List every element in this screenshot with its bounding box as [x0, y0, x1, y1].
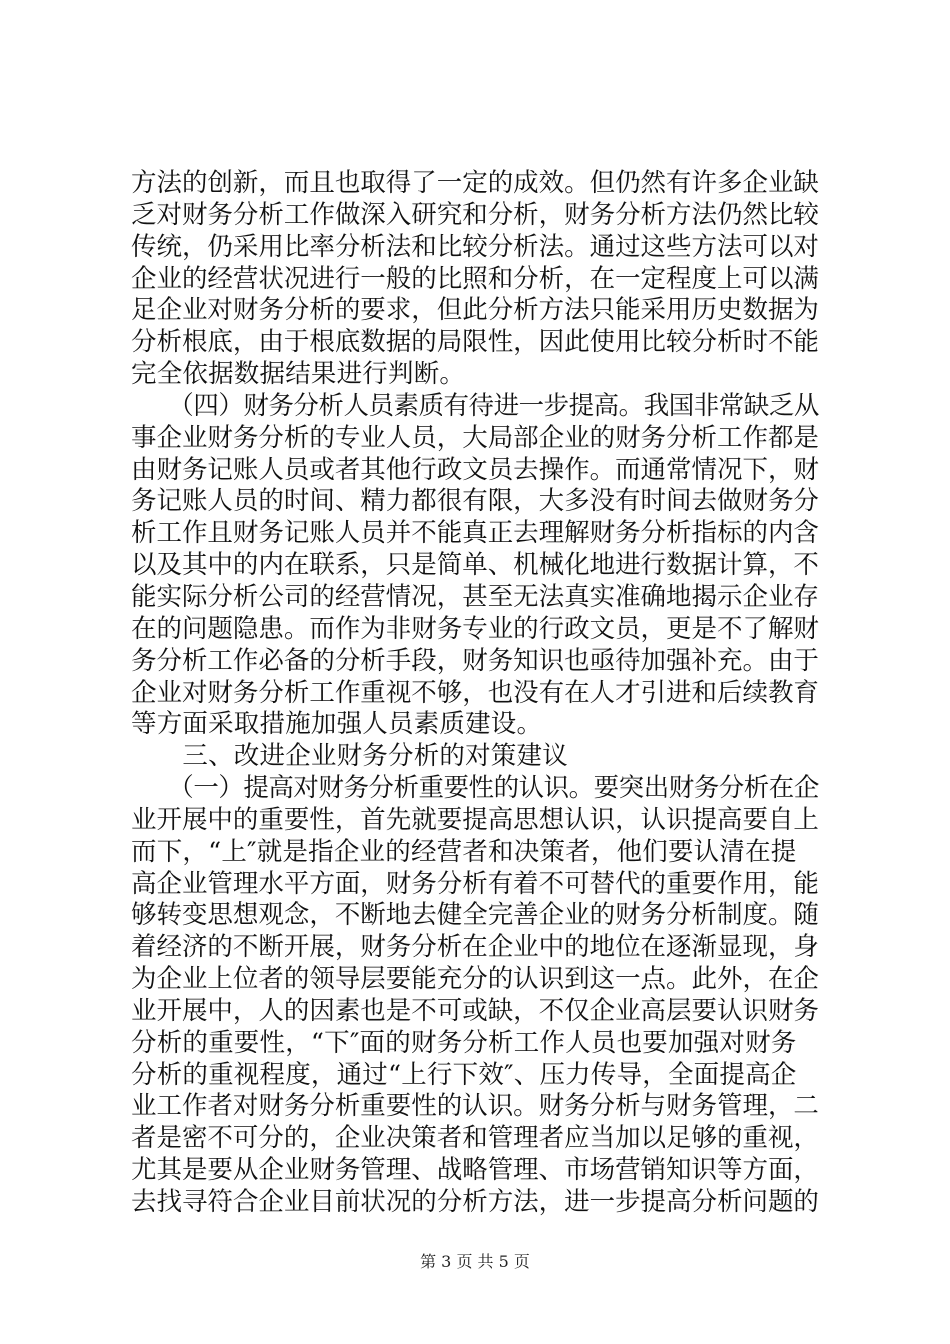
text-line: 者是密不可分的，企业决策者和管理者应当加以足够的重视，: [131, 1123, 819, 1154]
text-line: 析工作且财务记账人员并不能真正去理解财务分析指标的内含: [131, 518, 819, 549]
page-footer: 第 3 页 共 5 页: [420, 1252, 530, 1271]
text-line: 足企业对财务分析的要求，但此分析方法只能采用历史数据为: [131, 295, 819, 326]
text-line: 完全依据数据结果进行判断。: [131, 359, 466, 390]
text-line: 为企业上位者的领导层要能充分的认识到这一点。此外，在企: [131, 964, 819, 995]
text-line: 由财务记账人员或者其他行政文员去操作。而通常情况下，财: [131, 454, 819, 485]
text-line: 业开展中，人的因素也是不可或缺，不仅企业高层要认识财务: [131, 995, 819, 1026]
text-line: 企业对财务分析工作重视不够，也没有在人才引进和后续教育: [131, 677, 819, 708]
document-body: [131, 168, 819, 1219]
text-line: （四）财务分析人员素质有待进一步提高。我国非常缺乏从: [131, 390, 819, 421]
text-line: 事企业财务分析的专业人员，大局部企业的财务分析工作都是: [131, 422, 819, 453]
text-line: 能实际分析公司的经营情况，甚至无法真实准确地揭示企业存: [131, 581, 819, 612]
text-line: 三、改进企业财务分析的对策建议: [131, 741, 568, 772]
text-line: 企业的经营状况进行一般的比照和分析，在一定程度上可以满: [131, 263, 819, 294]
text-line: 分析的重要性，“下″面的财务分析工作人员也要加强对财务: [131, 1027, 797, 1058]
text-line: 以及其中的内在联系，只是简单、机械化地进行数据计算，不: [131, 550, 819, 581]
text-line: 而下，“上″就是指企业的经营者和决策者，他们要认清在提: [131, 836, 797, 867]
text-line: 高企业管理水平方面，财务分析有着不可替代的重要作用，能: [131, 868, 819, 899]
text-line: 方法的创新，而且也取得了一定的成效。但仍然有许多企业缺: [131, 168, 819, 198]
text-line: 在的问题隐患。而作为非财务专业的行政文员，更是不了解财: [131, 613, 819, 644]
text-line: 去找寻符合企业目前状况的分析方法，进一步提高分析问题的: [131, 1187, 819, 1217]
text-line: 等方面采取措施加强人员素质建设。: [131, 709, 543, 740]
text-line: 分析根底，由于根底数据的局限性，因此使用比较分析时不能: [131, 327, 819, 358]
text-line: 够转变思想观念，不断地去健全完善企业的财务分析制度。随: [131, 900, 819, 931]
text-line: 业开展中的重要性，首先就要提高思想认识，认识提高要自上: [131, 804, 819, 835]
text-line: 务分析工作必备的分析手段，财务知识也亟待加强补充。由于: [131, 645, 819, 676]
text-line: 传统，仍采用比率分析法和比较分析法。通过这些方法可以对: [131, 231, 819, 262]
text-line: 着经济的不断开展，财务分析在企业中的地位在逐渐显现，身: [131, 932, 819, 963]
text-line: 乏对财务分析工作做深入研究和分析，财务分析方法仍然比较: [131, 199, 819, 230]
text-line: 分析的重视程度，通过“上行下效″、压力传导，全面提高企: [131, 1059, 797, 1090]
text-line: （一）提高对财务分析重要性的认识。要突出财务分析在企: [131, 773, 819, 804]
text-line: 业工作者对财务分析重要性的认识。财务分析与财务管理，二: [131, 1091, 819, 1122]
text-line: 务记账人员的时间、精力都很有限，大多没有时间去做财务分: [131, 486, 819, 517]
text-line: 尤其是要从企业财务管理、战略管理、市场营销知识等方面，: [131, 1155, 819, 1186]
